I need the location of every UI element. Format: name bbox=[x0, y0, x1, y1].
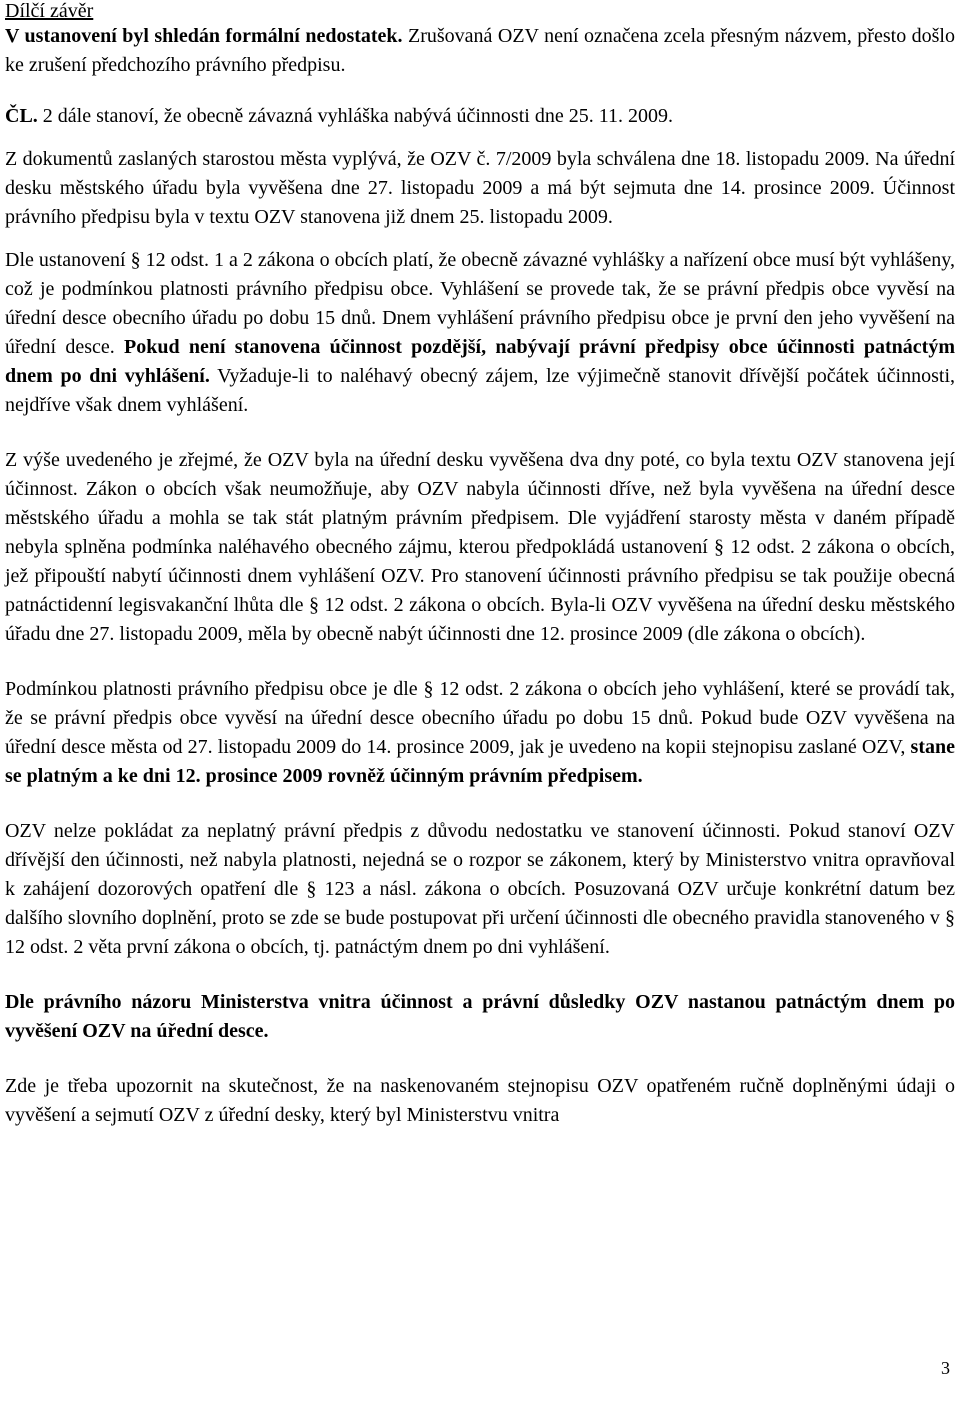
paragraph-2-text: 2 dále stanoví, že obecně závazná vyhláška nabývá účinnosti dne 25. 11. 2009. bbox=[37, 105, 673, 127]
paragraph-2-bold: ČL. bbox=[5, 105, 38, 127]
paragraph-4 bbox=[5, 246, 955, 420]
paragraph-1-bold: V ustanovení byl shledán formální nedostatek. bbox=[5, 25, 403, 47]
paragraph-3: Z dokumentů zaslaných starostou města vyplývá, že OZV č. 7/2009 byla schválena dne 18. listopadu 2009. Na úřední desku městského úřadu byla vyvěšena dne 27. listopadu 2009 a má být sejmuta dne 14. prosince 2009. Účinnost právního předpisu byla v textu OZV stanovena již dnem 25. listopadu 2009. bbox=[5, 148, 955, 228]
paragraph-4-text-2: Vyžaduje-li to naléhavý obecný zájem, lze výjimečně stanovit dřívější počátek účinnosti, nejdříve však dnem vyhlášení. bbox=[5, 365, 955, 416]
paragraph-1-text: Zrušovaná OZV není označena zcela přesným názvem, přesto došlo ke zrušení předchozího právního předpisu. bbox=[5, 25, 955, 76]
paragraph-9: Zde je třeba upozornit na skutečnost, že na naskenovaném stejnopisu OZV opatřeném ručně doplněnými údaji o vyvěšení a sejmutí OZV z úřední desky, který byl Ministerstvu vnitra bbox=[5, 1075, 955, 1126]
paragraph-6-text: Podmínkou platnosti právního předpisu obce je dle § 12 odst. 2 zákona o obcích jeho vyhlášení, které se provádí tak, že se právní předpis obce vyvěsí na úřední desce obecního úřadu po dobu 15 dnů. Pokud bude OZV vyvěšena na úřední desce města od 27. listopadu 2009 do 14. prosince 2009, jak je uvedeno na kopii stejnopisu zaslané OZV, bbox=[5, 678, 955, 758]
section-heading: Dílčí závěr bbox=[5, 0, 94, 22]
paragraph-4-bold: Pokud není stanovena účinnost pozdější, nabývají právní předpisy obce účinnosti patnáctým dnem po dni vyhlášení. bbox=[5, 336, 955, 387]
paragraph-5: Z výše uvedeného je zřejmé, že OZV byla na úřední desku vyvěšena dva dny poté, co byla textu OZV stanovena její účinnost. Zákon o obcích však neumožňuje, aby OZV nabyla účinnosti dříve, než byla vyvěšena na úřední desce městského úřadu a mohla se tak stát platným právním předpisem. Dle vyjádření starosty města v daném případě nebyla splněna podmínka naléhavého obecného zájmu, kterou předpokládá ustanovení § 12 odst. 2 zákona o obcích, jež připouští nabytí účinnosti dnem vyhlášení OZV. Pro stanovení účinnosti právního předpisu se tak použije obecná patnáctidenní legisvakanční lhůta dle § 12 odst. 2 zákona o obcích. Byla-li OZV vyvěšena na úřední desku městského úřadu dne 27. listopadu 2009, měla by obecně nabýt účinnosti dne 12. prosince 2009 (dle zákona o obcích). bbox=[5, 449, 955, 645]
paragraph-8-bold: Dle právního názoru Ministerstva vnitra účinnost a právní důsledky OZV nastanou patnáctým dnem po vyvěšení OZV na úřední desce. bbox=[5, 991, 955, 1042]
paragraph-6-bold: stane se platným a ke dni 12. prosince 2009 rovněž účinným právním předpisem. bbox=[5, 736, 955, 787]
paragraph-2 bbox=[5, 102, 955, 131]
paragraph-1 bbox=[5, 22, 955, 80]
paragraph-4-text-1: Dle ustanovení § 12 odst. 1 a 2 zákona o obcích platí, že obecně závazné vyhlášky a nařízení obce musí být vyhlášeny, což je podmínkou platnosti právního předpisu obce. Vyhlášení se provede tak, že se právní předpis obce vyvěsí na úřední desce obecního úřadu po dobu 15 dnů. Dnem vyhlášení právního předpisu obce je první den jeho vyvěšení na úřední desce. bbox=[5, 249, 955, 358]
paragraph-6 bbox=[5, 675, 955, 791]
document-page bbox=[5, 0, 955, 1130]
paragraph-7: OZV nelze pokládat za neplatný právní předpis z důvodu nedostatku ve stanovení účinnosti. Pokud stanoví OZV dřívější den účinnosti, než nabyla platnosti, nejedná se o rozpor se zákonem, který by Ministerstvo vnitra opravňoval k zahájení dozorových opatření dle § 123 a násl. zákona o obcích. Posuzovaná OZV určuje konkrétní datum bez dalšího slovního doplnění, proto se zde se bude postupovat při určení účinnosti dle obecného pravidla stanoveného v § 12 odst. 2 věta první zákona o obcích, tj. patnáctým dnem po dni vyhlášení. bbox=[5, 820, 955, 958]
paragraph-8 bbox=[5, 988, 955, 1046]
page-number: 3 bbox=[941, 1358, 950, 1378]
